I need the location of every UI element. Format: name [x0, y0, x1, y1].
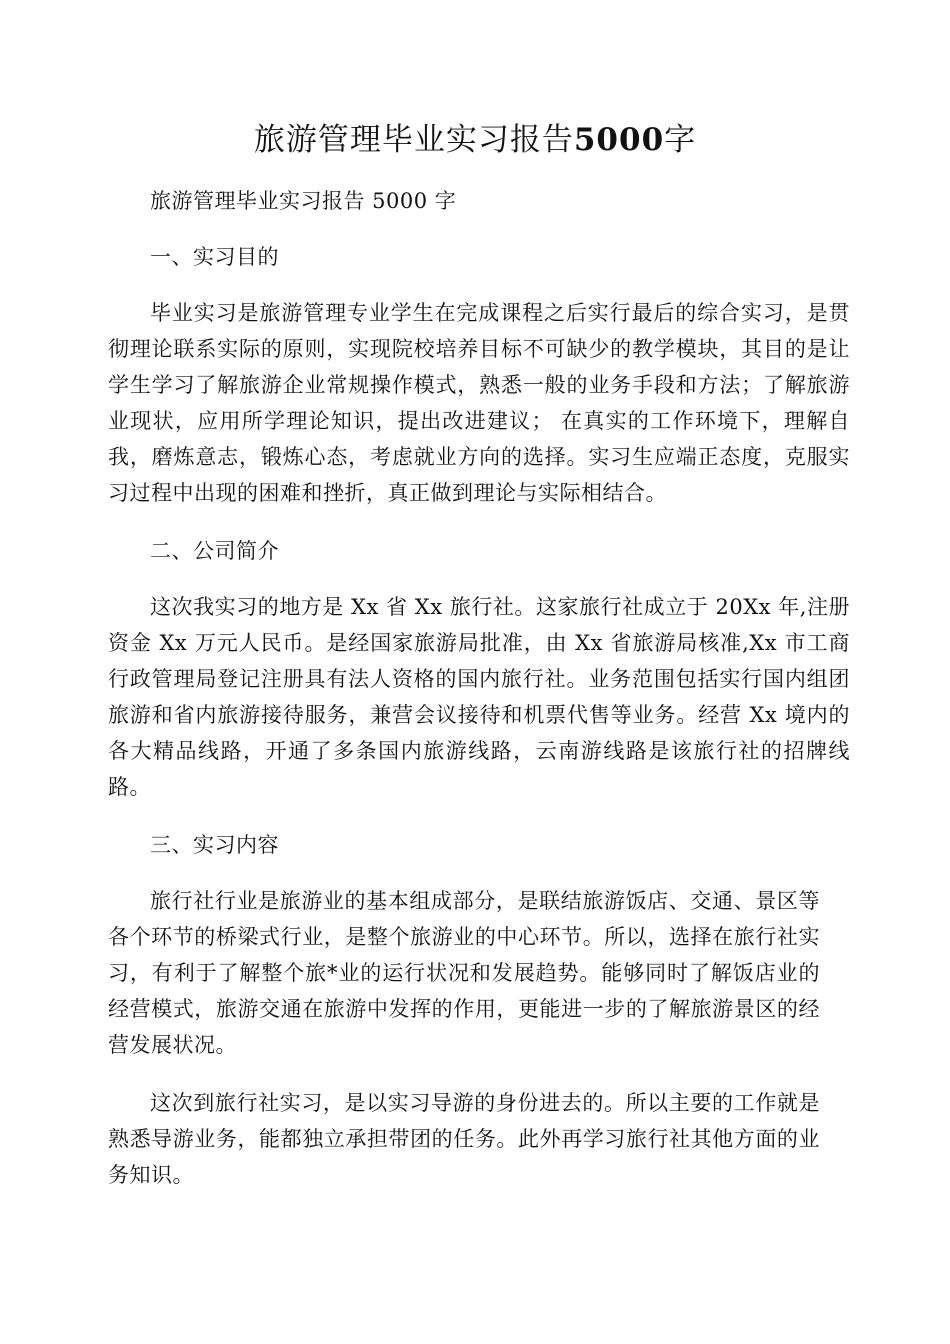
title-suffix: 字: [664, 122, 697, 158]
section-heading-purpose: 一、实习目的: [150, 245, 279, 269]
section-heading-content: 三、实习内容: [150, 833, 279, 857]
document-title: [0, 118, 950, 162]
title-text: 旅游管理毕业实习报告: [253, 122, 574, 158]
section-paragraph-purpose: 毕业实习是旅游管理专业学生在完成课程之后实行最后的综合实习，是贯彻理论联系实际的原则，实现院校培养目标不可缺少的教学模块，其目的是让学生学习了解旅游企业常规操作模式，熟悉一般的业务手段和方法；了解旅游业现状，应用所学理论知识，提出改进建议； 在真实的工作环境下，理解自我，磨炼意志，锻炼心态，考虑就业方向的选择。实习生应端正态度，克服实习过程中出现的困难和挫折，真正做到理论与实际相结合。: [108, 301, 850, 505]
section-paragraph-company: 这次我实习的地方是 Xx 省 Xx 旅行社。这家旅行社成立于 20Xx 年,注册资金 Xx 万元人民币。是经国家旅游局批准，由 Xx 省旅游局核准,Xx 市工商行政管理局登记注册具有法人资格的国内旅行社。业务范围包括实行国内组团旅游和省内旅游接待服务，兼营会议接待和机票代售等业务。经营 Xx 境内的各大精品线路，开通了多条国内旅游线路，云南游线路是该旅行社的招牌线路。: [108, 595, 850, 799]
title-number: 5000: [573, 122, 665, 158]
section-paragraph-content-2: 这次到旅行社实习，是以实习导游的身份进去的。所以主要的工作就是熟悉导游业务，能都独立承担带团的任务。此外再学习旅行社其他方面的业务知识。: [108, 1091, 820, 1187]
section-heading-company: 二、公司简介: [150, 539, 279, 563]
document-body: [108, 183, 850, 1215]
document-subtitle: 旅游管理毕业实习报告 5000 字: [150, 189, 457, 213]
section-paragraph-content-1: 旅行社行业是旅游业的基本组成部分，是联结旅游饭店、交通、景区等各个环节的桥梁式行业，是整个旅游业的中心环节。所以，选择在旅行社实习，有利于了解整个旅*业的运行状况和发展趋势。能够同时了解饭店业的经营模式，旅游交通在旅游中发挥的作用，更能进一步的了解旅游景区的经营发展状况。: [108, 889, 820, 1057]
